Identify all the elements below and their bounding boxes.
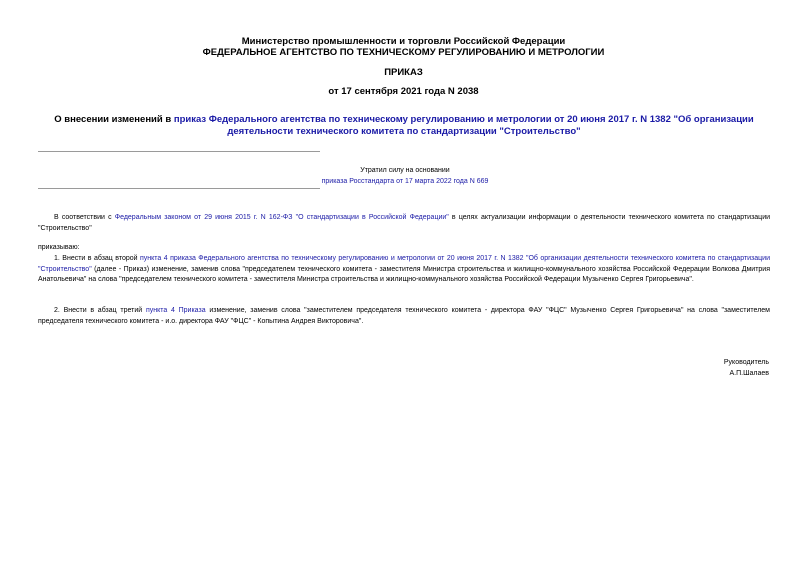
- status-note: [320, 165, 490, 187]
- item-2-paragraph: [38, 306, 770, 327]
- separator-line: [38, 188, 320, 189]
- ministry-name: Министерство промышленности и торговли Российской Федерации: [241, 36, 566, 47]
- item-2-link[interactable]: пункта 4 Приказа: [145, 307, 206, 314]
- title-prefix: О внесении изменений в: [54, 114, 174, 125]
- title-amended-order-link[interactable]: приказ Федерального агентства по техническому регулированию и метрологии от 20 июня 2017 г. N 1382 "Об организации деятельности технического комитета по стандартизации "Строительство": [173, 114, 754, 137]
- federal-law-link[interactable]: Федеральным законом от 29 июня 2015 г. N 162-ФЗ "О стандартизации в Российской Федерации": [114, 214, 449, 221]
- item-2-prefix: 2. Внести в абзац третий: [54, 307, 146, 314]
- document-date-number: от 17 сентября 2021 года N 2038: [328, 86, 479, 97]
- order-word: приказываю:: [38, 244, 80, 251]
- status-repeal-link[interactable]: приказа Росстандарта от 17 марта 2022 года N 669: [321, 178, 489, 185]
- item-1-prefix: 1. Внести в абзац второй: [54, 255, 140, 262]
- signature-block: [724, 358, 769, 379]
- document-title: [38, 114, 770, 138]
- signatory-name: А.П.Шалаев: [729, 369, 769, 377]
- item-1-paragraph: [38, 254, 770, 286]
- item-1-link[interactable]: пункта 4 приказа Федерального агентства по техническому регулированию и метрологии от 20 июня 2017 г. N 1382 "Об организации деятельности технического комитета по стандартизации "Строительство": [38, 255, 770, 273]
- preamble-paragraph: [38, 213, 770, 234]
- item-2-suffix: изменение, заменив слова "заместителем председателя технического комитета - директора ФАУ "ФЦС" Музыченко Сергея Григорьевича" на слова "заместителем председателя технического комитета - и.о. директора ФАУ "ФЦС" - Копытина Андрея Викторовича".: [38, 307, 770, 325]
- status-note-text: Утратил силу на основании: [360, 167, 450, 174]
- preamble-prefix: В соответствии с: [54, 214, 115, 221]
- item-1-suffix: (далее - Приказ) изменение, заменив слова "председателем технического комитета - заместителя Министра строительства и жилищно-коммунального хозяйства Российской Федерации Волкова Дмитрия Анатольевича" на слова "председателем технического комитета - заместителя Министра строительства и жилищно-коммунального хозяйства Российской Федерации Музыченко Сергея Григорьевича".: [38, 265, 770, 283]
- signatory-role: Руководитель: [723, 359, 769, 366]
- separator-line: [38, 151, 320, 152]
- document-type: ПРИКАЗ: [384, 67, 423, 78]
- preamble-suffix: в целях актуализации информации о деятельности технического комитета по стандартизации "Строительство": [38, 214, 771, 232]
- agency-name: ФЕДЕРАЛЬНОЕ АГЕНТСТВО ПО ТЕХНИЧЕСКОМУ РЕГУЛИРОВАНИЮ И МЕТРОЛОГИИ: [202, 47, 605, 58]
